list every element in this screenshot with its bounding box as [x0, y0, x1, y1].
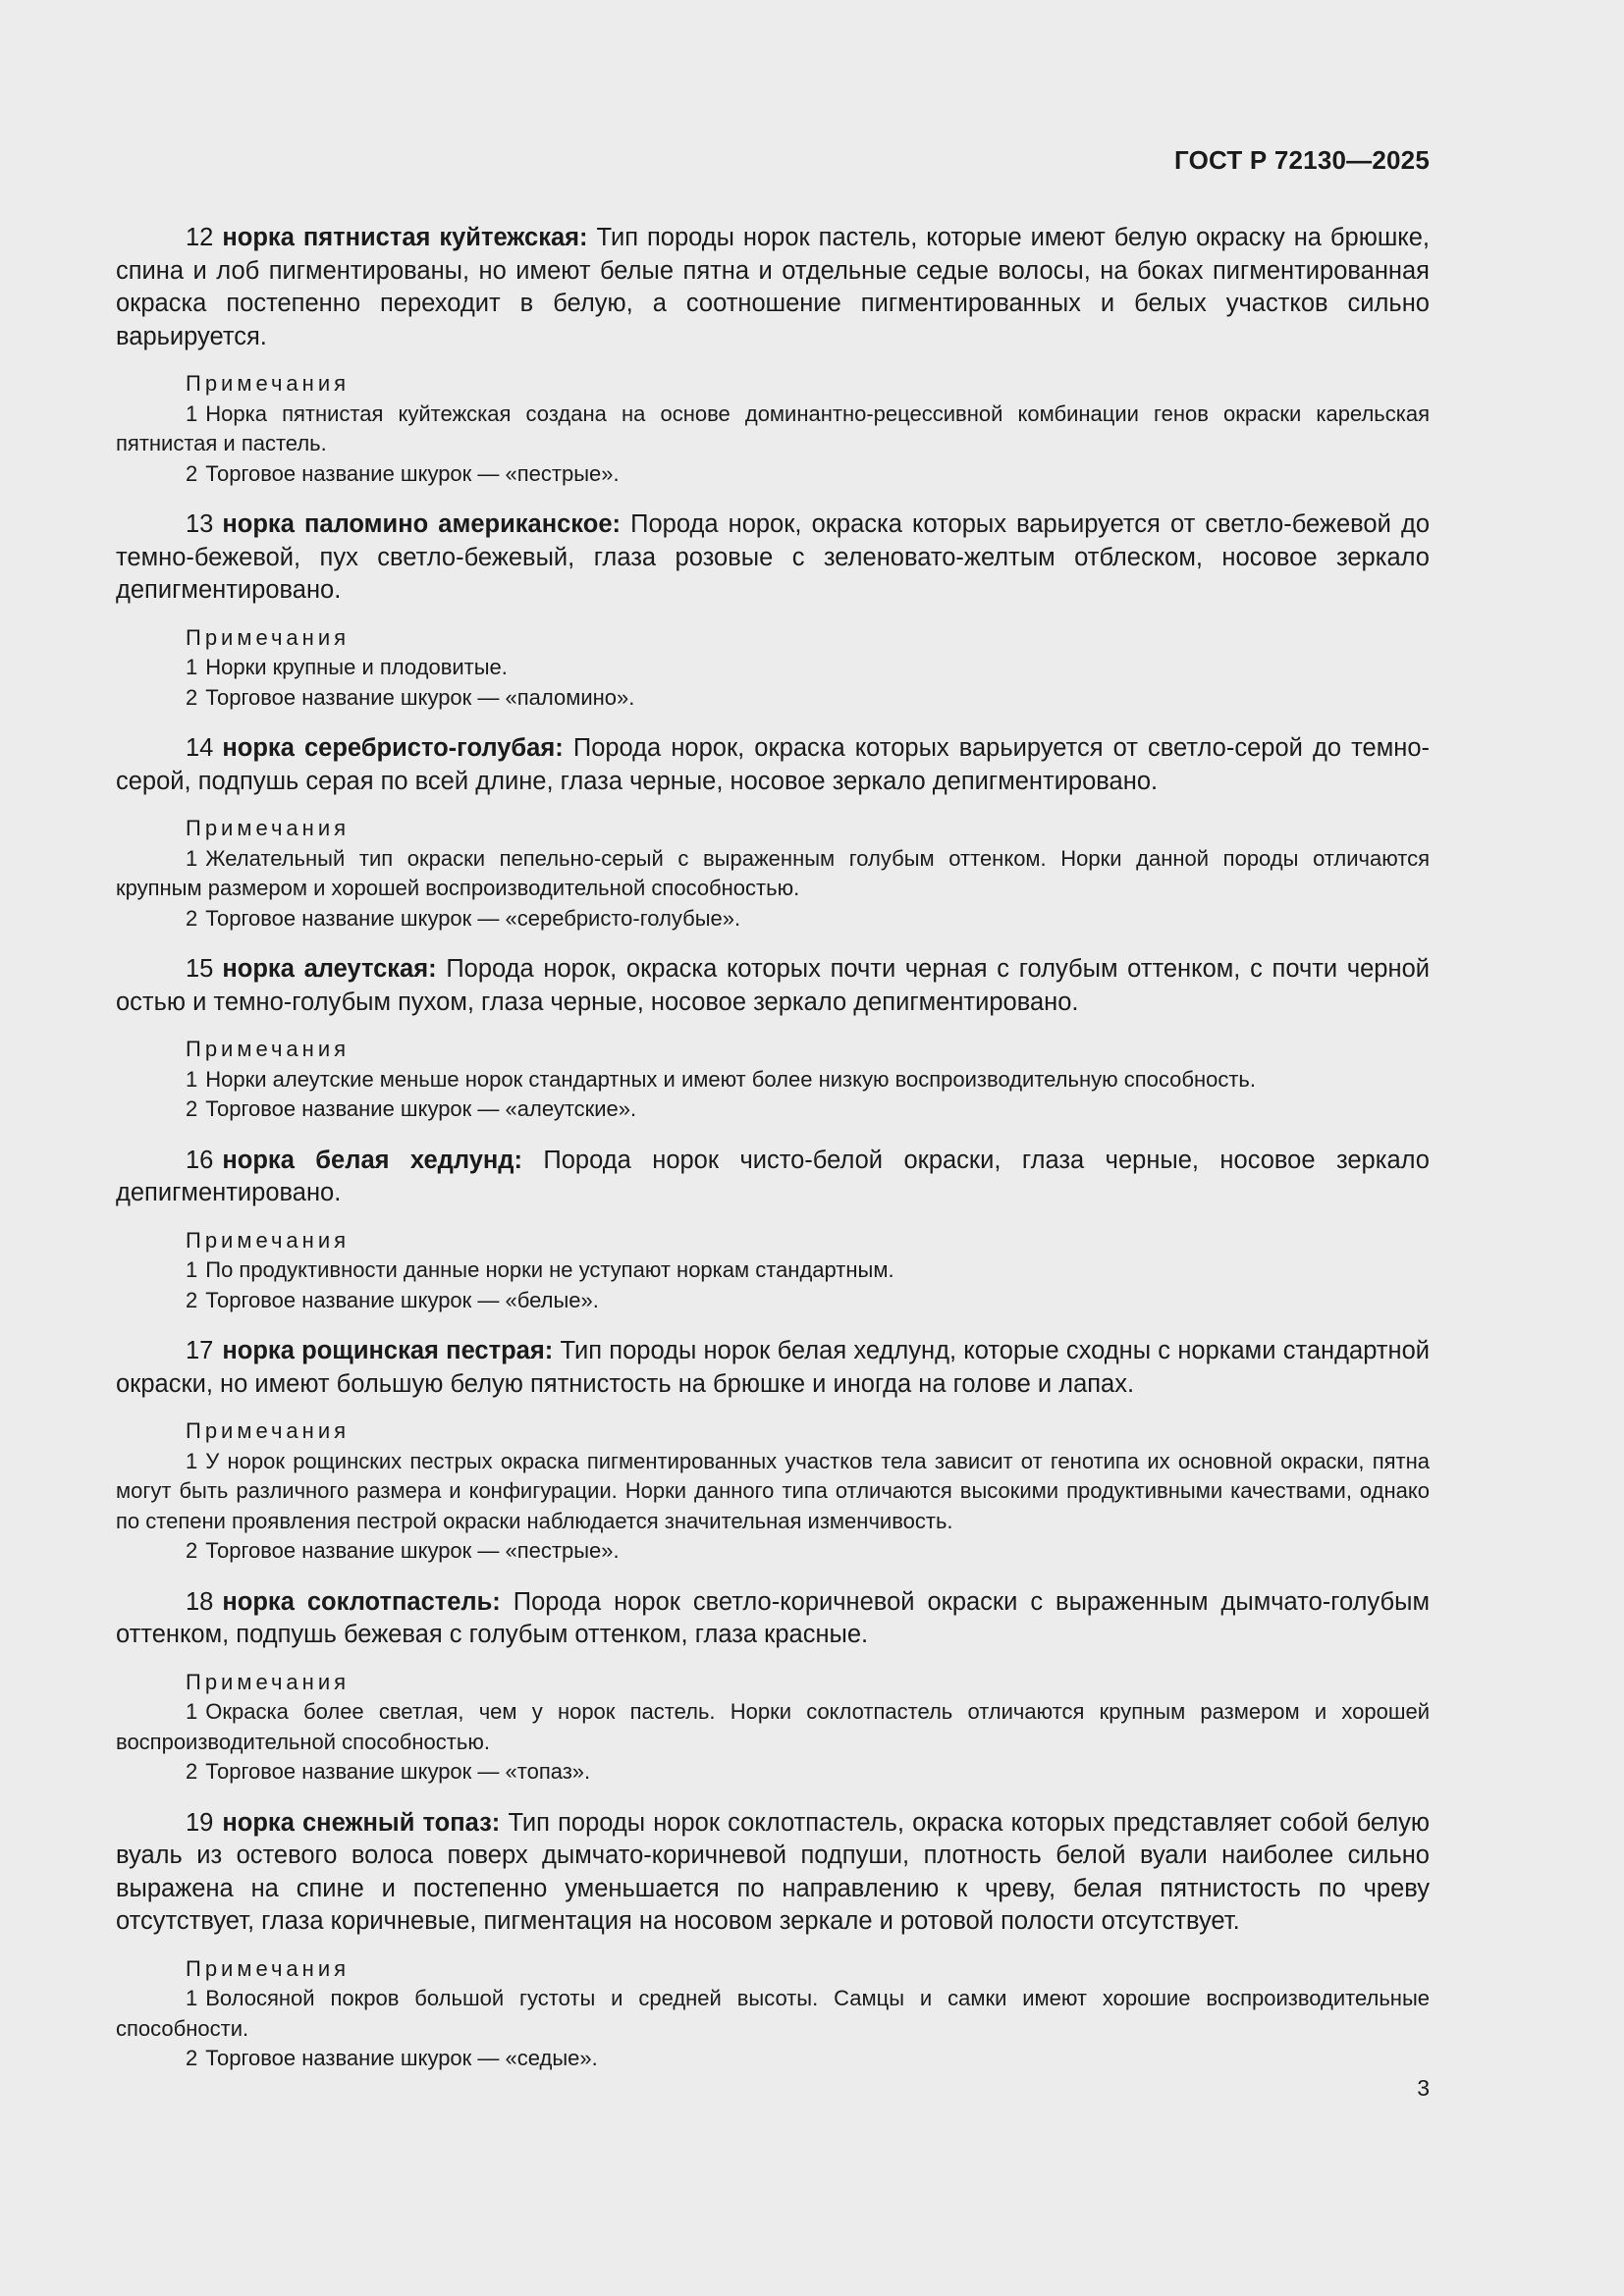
term-paragraph — [116, 1335, 1430, 1401]
note-number: 1 — [186, 400, 198, 426]
term-paragraph — [116, 732, 1430, 798]
notes-block — [116, 369, 1430, 489]
term-definition: Тип породы норок соклотпастель, окраска которых представляет собой белую вуаль из остевого волоса поверх дымчато-коричневой подпуши, плотность белой вуали наиболее сильно выражена на спине и постепенно уменьшается по направлению к чреву, белая пятнистость по чреву отсутствует, глаза коричневые, пигментация на носовом зеркале и ротовой полости отсутствует. — [116, 1808, 1431, 1935]
term-definition: Порода норок светло-коричневой окраски с выраженным дымчато-голубым оттенком, подпушь бежевая с голубым оттенком, глаза красные. — [116, 1587, 1430, 1648]
term-number: 19 — [186, 1808, 214, 1837]
notes-title: Примечания — [186, 371, 351, 396]
note-item — [116, 2044, 1430, 2074]
term-definition: Порода норок, окраска которых почти черная с голубым оттенком, с почти черной остью и темно-голубым пухом, глаза черные, носовое зеркало депигментировано. — [116, 955, 1430, 1016]
note-item — [116, 1697, 1430, 1757]
terms-list — [116, 222, 1430, 2094]
note-text: Торговое название шкурок — «топаз». — [205, 1759, 591, 1784]
note-text: Окраска более светлая, чем у норок пастель. Норки соклотпастель отличаются крупным размером и хорошей воспроизводительной способностью. — [116, 1699, 1430, 1754]
term-name: норка снежный топаз: — [222, 1808, 501, 1837]
term-entry — [116, 1145, 1430, 1316]
notes-title: Примечания — [186, 1669, 351, 1694]
note-text: Торговое название шкурок — «седые». — [205, 2046, 598, 2070]
note-item — [116, 1757, 1430, 1788]
term-paragraph — [116, 1145, 1430, 1210]
term-entry — [116, 1335, 1430, 1567]
note-text: Торговое название шкурок — «пестрые». — [205, 1538, 620, 1563]
note-text: У норок рощинских пестрых окраска пигментированных участков тела зависит от генотипа их основной окраски, пятна могут быть различного размера и конфигурации. Норки данного типа отличаются высокими продуктивными качествами, однако по степени проявления пестрой окраски наблюдается значительная изменчивость. — [116, 1448, 1430, 1533]
note-item — [116, 400, 1430, 459]
notes-block — [116, 814, 1430, 934]
note-number: 2 — [186, 1096, 198, 1121]
note-number: 1 — [186, 1699, 198, 1724]
note-item — [116, 904, 1430, 934]
note-text: Торговое название шкурок — «белые». — [205, 1287, 599, 1312]
term-entry — [116, 1807, 1430, 2074]
note-text: Торговое название шкурок — «пестрые». — [205, 460, 620, 486]
notes-block — [116, 1035, 1430, 1125]
notes-block — [116, 1416, 1430, 1567]
term-number: 18 — [186, 1587, 214, 1616]
note-number: 1 — [186, 1986, 198, 2010]
term-number: 14 — [186, 734, 214, 762]
note-item — [116, 844, 1430, 904]
note-text: Волосяной покров большой густоты и средней высоты. Самцы и самки имеют хорошие воспроизводительные способности. — [116, 1986, 1430, 2041]
notes-title: Примечания — [186, 816, 351, 840]
notes-title: Примечания — [186, 1418, 351, 1443]
notes-title: Примечания — [186, 1037, 351, 1061]
notes-block — [116, 1226, 1430, 1316]
note-number: 2 — [186, 1759, 198, 1784]
term-paragraph — [116, 1807, 1430, 1939]
term-name: норка серебристо-голубая: — [222, 734, 564, 762]
document-code: ГОСТ Р 72130—2025 — [1174, 145, 1430, 175]
term-paragraph — [116, 222, 1430, 353]
page-number: 3 — [1417, 2075, 1430, 2101]
term-number: 15 — [186, 955, 214, 983]
note-text: Норки алеутские меньше норок стандартных и имеют более низкую воспроизводительную способность. — [205, 1066, 1256, 1092]
note-number: 1 — [186, 845, 198, 871]
note-item — [116, 1447, 1430, 1537]
term-number: 17 — [186, 1337, 214, 1364]
notes-title: Примечания — [186, 624, 351, 650]
notes-block — [116, 623, 1430, 714]
note-number: 2 — [186, 460, 198, 486]
term-name: норка белая хедлунд: — [222, 1146, 522, 1174]
notes-block — [116, 1668, 1430, 1788]
term-definition: Порода норок, окраска которых варьируется от светло-серой до темно-серой, подпушь серая по всей длине, глаза черные, носовое зеркало депигментировано. — [116, 734, 1430, 795]
term-entry — [116, 953, 1430, 1125]
note-item — [116, 1065, 1430, 1095]
note-text: По продуктивности данные норки не уступают норкам стандартным. — [205, 1257, 894, 1282]
term-entry — [116, 222, 1430, 489]
note-number: 1 — [186, 1448, 198, 1473]
note-item — [116, 1255, 1430, 1286]
term-entry — [116, 508, 1430, 713]
note-number: 2 — [186, 684, 198, 710]
note-number: 1 — [186, 655, 198, 679]
note-item — [116, 459, 1430, 490]
note-item — [116, 653, 1430, 683]
term-paragraph — [116, 508, 1430, 608]
note-item — [116, 1984, 1430, 2044]
term-number: 16 — [186, 1146, 214, 1174]
note-item — [116, 1536, 1430, 1567]
note-number: 2 — [186, 1287, 198, 1312]
term-entry — [116, 732, 1430, 934]
note-text: Торговое название шкурок — «серебристо-голубые». — [205, 905, 741, 931]
term-name: норка пятнистая куйтежская: — [222, 224, 588, 251]
term-definition: Порода норок, окраска которых варьируется от светло-бежевой до темно-бежевой, пух светло-бежевый, глаза розовые с зеленовато-желтым отблеском, носовое зеркало депигментировано. — [116, 510, 1431, 604]
note-item — [116, 683, 1430, 714]
notes-title: Примечания — [186, 1227, 351, 1253]
term-definition: Тип породы норок белая хедлунд, которые сходны с норками стандартной окраски, но имеют большую белую пятнистость на брюшке и иногда на голове и лапах. — [116, 1337, 1430, 1398]
note-item — [116, 1095, 1430, 1125]
term-entry — [116, 1586, 1430, 1788]
notes-title: Примечания — [186, 1955, 351, 1981]
note-item — [116, 1286, 1430, 1316]
term-definition: Тип породы норок пастель, которые имеют белую окраску на брюшке, спина и лоб пигментированы, но имеют белые пятна и отдельные седые волосы, на боках пигментированная окраска постепенно переходит в белую, а соотношение пигментированных и белых участков сильно варьируется. — [116, 224, 1430, 350]
note-text: Желательный тип окраски пепельно-серый с выраженным голубым оттенком. Норки данной породы отличаются крупным размером и хорошей воспроизводительной способностью. — [116, 845, 1430, 900]
term-number: 12 — [186, 224, 214, 251]
term-paragraph — [116, 1586, 1430, 1652]
notes-block — [116, 1954, 1430, 2074]
term-name: норка рощинская пестрая: — [222, 1337, 554, 1364]
term-number: 13 — [186, 510, 214, 538]
note-text: Торговое название шкурок — «алеутские». — [205, 1096, 637, 1121]
note-text: Норка пятнистая куйтежская создана на основе доминантно-рецессивной комбинации генов окраски карельская пятнистая и пастель. — [116, 400, 1430, 455]
note-number: 2 — [186, 2046, 198, 2070]
note-number: 1 — [186, 1257, 198, 1282]
note-number: 2 — [186, 905, 198, 931]
term-paragraph — [116, 953, 1430, 1019]
term-name: норка соклотпастель: — [222, 1587, 501, 1616]
term-name: норка паломино американское: — [222, 510, 621, 538]
term-definition: Порода норок чисто-белой окраски, глаза черные, носовое зеркало депигментировано. — [116, 1146, 1430, 1206]
note-number: 1 — [186, 1066, 198, 1092]
term-name: норка алеутская: — [222, 955, 437, 983]
note-text: Торговое название шкурок — «паломино». — [205, 684, 635, 710]
note-text: Норки крупные и плодовитые. — [205, 655, 508, 679]
note-number: 2 — [186, 1538, 198, 1563]
